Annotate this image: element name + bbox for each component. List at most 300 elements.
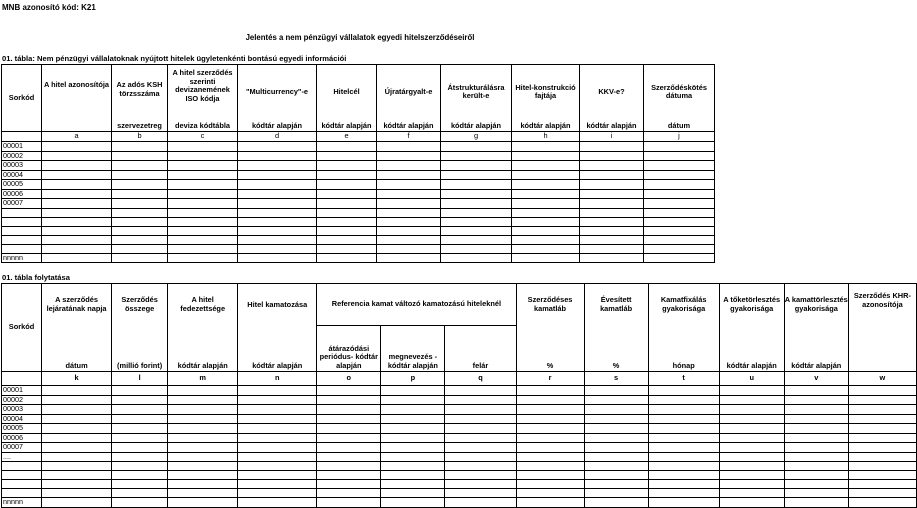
- data-cell[interactable]: [42, 161, 112, 171]
- data-cell[interactable]: [516, 498, 584, 508]
- data-cell[interactable]: [848, 489, 916, 498]
- data-cell[interactable]: [238, 405, 317, 415]
- data-cell[interactable]: [784, 395, 848, 405]
- data-cell[interactable]: [648, 452, 719, 462]
- data-cell[interactable]: [377, 208, 441, 217]
- data-cell[interactable]: [441, 235, 512, 244]
- data-cell[interactable]: [112, 208, 168, 217]
- data-cell[interactable]: [238, 462, 317, 471]
- data-cell[interactable]: [238, 235, 317, 244]
- data-cell[interactable]: [238, 471, 317, 480]
- data-cell[interactable]: [42, 217, 112, 226]
- data-cell[interactable]: [516, 489, 584, 498]
- data-cell[interactable]: [238, 489, 317, 498]
- data-cell[interactable]: [719, 414, 784, 424]
- data-cell[interactable]: [168, 180, 238, 190]
- data-cell[interactable]: [784, 424, 848, 434]
- data-cell[interactable]: [238, 480, 317, 489]
- data-cell[interactable]: [644, 208, 715, 217]
- data-cell[interactable]: [848, 433, 916, 443]
- data-cell[interactable]: [168, 170, 238, 180]
- data-cell[interactable]: [580, 151, 644, 161]
- data-cell[interactable]: [516, 405, 584, 415]
- data-cell[interactable]: [42, 244, 112, 253]
- data-cell[interactable]: [42, 199, 112, 209]
- data-cell[interactable]: [445, 489, 516, 498]
- data-cell[interactable]: [112, 433, 168, 443]
- data-cell[interactable]: [512, 208, 580, 217]
- data-cell[interactable]: [168, 498, 238, 508]
- data-cell[interactable]: [238, 443, 317, 453]
- data-cell[interactable]: [238, 386, 317, 396]
- data-cell[interactable]: [317, 235, 377, 244]
- data-cell[interactable]: [441, 226, 512, 235]
- data-cell[interactable]: [112, 226, 168, 235]
- data-cell[interactable]: [580, 199, 644, 209]
- data-cell[interactable]: [381, 386, 445, 396]
- data-cell[interactable]: [238, 424, 317, 434]
- data-cell[interactable]: [445, 462, 516, 471]
- data-cell[interactable]: [512, 151, 580, 161]
- data-cell[interactable]: [648, 471, 719, 480]
- data-cell[interactable]: [445, 414, 516, 424]
- data-cell[interactable]: [381, 405, 445, 415]
- data-cell[interactable]: [644, 199, 715, 209]
- data-cell[interactable]: [381, 489, 445, 498]
- data-cell[interactable]: [317, 414, 381, 424]
- data-cell[interactable]: [644, 226, 715, 235]
- data-cell[interactable]: [317, 489, 381, 498]
- data-cell[interactable]: [42, 405, 112, 415]
- data-cell[interactable]: [317, 433, 381, 443]
- data-cell[interactable]: [377, 217, 441, 226]
- data-cell[interactable]: [445, 395, 516, 405]
- data-cell[interactable]: [317, 244, 377, 253]
- data-cell[interactable]: [317, 208, 377, 217]
- data-cell[interactable]: [648, 462, 719, 471]
- data-cell[interactable]: [644, 253, 715, 263]
- data-cell[interactable]: [719, 498, 784, 508]
- data-cell[interactable]: [516, 414, 584, 424]
- data-cell[interactable]: [516, 433, 584, 443]
- data-cell[interactable]: [580, 161, 644, 171]
- data-cell[interactable]: [644, 151, 715, 161]
- data-cell[interactable]: [441, 180, 512, 190]
- data-cell[interactable]: [112, 244, 168, 253]
- data-cell[interactable]: [381, 414, 445, 424]
- data-cell[interactable]: [381, 498, 445, 508]
- data-cell[interactable]: [168, 226, 238, 235]
- data-cell[interactable]: [168, 471, 238, 480]
- data-cell[interactable]: [168, 480, 238, 489]
- data-cell[interactable]: [168, 142, 238, 152]
- data-cell[interactable]: [512, 217, 580, 226]
- data-cell[interactable]: [42, 480, 112, 489]
- data-cell[interactable]: [580, 226, 644, 235]
- data-cell[interactable]: [42, 386, 112, 396]
- data-cell[interactable]: [42, 226, 112, 235]
- data-cell[interactable]: [644, 170, 715, 180]
- data-cell[interactable]: [238, 253, 317, 263]
- data-cell[interactable]: [648, 433, 719, 443]
- data-cell[interactable]: [584, 443, 648, 453]
- data-cell[interactable]: [42, 151, 112, 161]
- data-cell[interactable]: [112, 142, 168, 152]
- data-cell[interactable]: [445, 424, 516, 434]
- data-cell[interactable]: [784, 498, 848, 508]
- data-cell[interactable]: [168, 208, 238, 217]
- data-cell[interactable]: [42, 142, 112, 152]
- data-cell[interactable]: [848, 452, 916, 462]
- data-cell[interactable]: [719, 471, 784, 480]
- data-cell[interactable]: [238, 395, 317, 405]
- data-cell[interactable]: [168, 462, 238, 471]
- data-cell[interactable]: [441, 253, 512, 263]
- data-cell[interactable]: [317, 199, 377, 209]
- data-cell[interactable]: [441, 244, 512, 253]
- data-cell[interactable]: [512, 199, 580, 209]
- data-cell[interactable]: [516, 424, 584, 434]
- data-cell[interactable]: [719, 480, 784, 489]
- data-cell[interactable]: [784, 462, 848, 471]
- data-cell[interactable]: [317, 386, 381, 396]
- data-cell[interactable]: [580, 253, 644, 263]
- data-cell[interactable]: [580, 142, 644, 152]
- data-cell[interactable]: [445, 480, 516, 489]
- data-cell[interactable]: [648, 414, 719, 424]
- data-cell[interactable]: [377, 244, 441, 253]
- data-cell[interactable]: [42, 253, 112, 263]
- data-cell[interactable]: [112, 489, 168, 498]
- data-cell[interactable]: [584, 405, 648, 415]
- data-cell[interactable]: [381, 443, 445, 453]
- data-cell[interactable]: [42, 395, 112, 405]
- data-cell[interactable]: [584, 424, 648, 434]
- data-cell[interactable]: [516, 452, 584, 462]
- data-cell[interactable]: [112, 253, 168, 263]
- data-cell[interactable]: [377, 226, 441, 235]
- data-cell[interactable]: [377, 180, 441, 190]
- data-cell[interactable]: [42, 414, 112, 424]
- data-cell[interactable]: [377, 253, 441, 263]
- data-cell[interactable]: [848, 471, 916, 480]
- data-cell[interactable]: [112, 151, 168, 161]
- data-cell[interactable]: [648, 386, 719, 396]
- data-cell[interactable]: [42, 489, 112, 498]
- data-cell[interactable]: [238, 244, 317, 253]
- data-cell[interactable]: [441, 189, 512, 199]
- data-cell[interactable]: [516, 462, 584, 471]
- data-cell[interactable]: [381, 433, 445, 443]
- data-cell[interactable]: [784, 386, 848, 396]
- data-cell[interactable]: [848, 424, 916, 434]
- data-cell[interactable]: [512, 235, 580, 244]
- data-cell[interactable]: [445, 405, 516, 415]
- data-cell[interactable]: [168, 489, 238, 498]
- data-cell[interactable]: [238, 452, 317, 462]
- data-cell[interactable]: [168, 395, 238, 405]
- data-cell[interactable]: [648, 424, 719, 434]
- data-cell[interactable]: [317, 424, 381, 434]
- data-cell[interactable]: [441, 208, 512, 217]
- data-cell[interactable]: [445, 443, 516, 453]
- data-cell[interactable]: [317, 480, 381, 489]
- data-cell[interactable]: [112, 199, 168, 209]
- data-cell[interactable]: [377, 161, 441, 171]
- data-cell[interactable]: [512, 170, 580, 180]
- data-cell[interactable]: [580, 244, 644, 253]
- data-cell[interactable]: [317, 405, 381, 415]
- data-cell[interactable]: [848, 405, 916, 415]
- data-cell[interactable]: [377, 199, 441, 209]
- data-cell[interactable]: [112, 471, 168, 480]
- data-cell[interactable]: [42, 170, 112, 180]
- data-cell[interactable]: [238, 142, 317, 152]
- data-cell[interactable]: [168, 161, 238, 171]
- data-cell[interactable]: [584, 462, 648, 471]
- data-cell[interactable]: [441, 217, 512, 226]
- data-cell[interactable]: [42, 180, 112, 190]
- data-cell[interactable]: [42, 235, 112, 244]
- data-cell[interactable]: [112, 217, 168, 226]
- data-cell[interactable]: [848, 414, 916, 424]
- data-cell[interactable]: [381, 471, 445, 480]
- data-cell[interactable]: [445, 498, 516, 508]
- data-cell[interactable]: [168, 235, 238, 244]
- data-cell[interactable]: [317, 151, 377, 161]
- data-cell[interactable]: [42, 462, 112, 471]
- data-cell[interactable]: [584, 386, 648, 396]
- data-cell[interactable]: [784, 433, 848, 443]
- data-cell[interactable]: [441, 161, 512, 171]
- data-cell[interactable]: [168, 443, 238, 453]
- data-cell[interactable]: [516, 471, 584, 480]
- data-cell[interactable]: [584, 489, 648, 498]
- data-cell[interactable]: [648, 489, 719, 498]
- data-cell[interactable]: [238, 151, 317, 161]
- data-cell[interactable]: [168, 151, 238, 161]
- data-cell[interactable]: [648, 498, 719, 508]
- data-cell[interactable]: [580, 180, 644, 190]
- data-cell[interactable]: [584, 480, 648, 489]
- data-cell[interactable]: [317, 142, 377, 152]
- data-cell[interactable]: [238, 170, 317, 180]
- data-cell[interactable]: [719, 443, 784, 453]
- data-cell[interactable]: [112, 498, 168, 508]
- data-cell[interactable]: [784, 414, 848, 424]
- data-cell[interactable]: [168, 424, 238, 434]
- data-cell[interactable]: [584, 471, 648, 480]
- data-cell[interactable]: [584, 414, 648, 424]
- data-cell[interactable]: [112, 386, 168, 396]
- data-cell[interactable]: [238, 180, 317, 190]
- data-cell[interactable]: [42, 424, 112, 434]
- data-cell[interactable]: [112, 395, 168, 405]
- data-cell[interactable]: [112, 443, 168, 453]
- data-cell[interactable]: [445, 471, 516, 480]
- data-cell[interactable]: [719, 462, 784, 471]
- data-cell[interactable]: [719, 452, 784, 462]
- data-cell[interactable]: [644, 217, 715, 226]
- data-cell[interactable]: [112, 161, 168, 171]
- data-cell[interactable]: [238, 208, 317, 217]
- data-cell[interactable]: [644, 161, 715, 171]
- data-cell[interactable]: [644, 142, 715, 152]
- data-cell[interactable]: [512, 142, 580, 152]
- data-cell[interactable]: [784, 443, 848, 453]
- data-cell[interactable]: [580, 208, 644, 217]
- data-cell[interactable]: [112, 462, 168, 471]
- data-cell[interactable]: [445, 386, 516, 396]
- data-cell[interactable]: [238, 433, 317, 443]
- data-cell[interactable]: [42, 189, 112, 199]
- data-cell[interactable]: [112, 180, 168, 190]
- data-cell[interactable]: [317, 253, 377, 263]
- data-cell[interactable]: [719, 405, 784, 415]
- data-cell[interactable]: [112, 424, 168, 434]
- data-cell[interactable]: [381, 424, 445, 434]
- data-cell[interactable]: [784, 480, 848, 489]
- data-cell[interactable]: [377, 170, 441, 180]
- data-cell[interactable]: [377, 142, 441, 152]
- data-cell[interactable]: [112, 235, 168, 244]
- data-cell[interactable]: [848, 498, 916, 508]
- data-cell[interactable]: [168, 217, 238, 226]
- data-cell[interactable]: [168, 253, 238, 263]
- data-cell[interactable]: [168, 414, 238, 424]
- data-cell[interactable]: [381, 462, 445, 471]
- data-cell[interactable]: [317, 443, 381, 453]
- data-cell[interactable]: [317, 471, 381, 480]
- data-cell[interactable]: [317, 189, 377, 199]
- data-cell[interactable]: [238, 226, 317, 235]
- data-cell[interactable]: [441, 170, 512, 180]
- data-cell[interactable]: [112, 405, 168, 415]
- data-cell[interactable]: [238, 161, 317, 171]
- data-cell[interactable]: [580, 217, 644, 226]
- data-cell[interactable]: [317, 180, 377, 190]
- data-cell[interactable]: [512, 189, 580, 199]
- data-cell[interactable]: [112, 414, 168, 424]
- data-cell[interactable]: [42, 471, 112, 480]
- data-cell[interactable]: [644, 180, 715, 190]
- data-cell[interactable]: [516, 443, 584, 453]
- data-cell[interactable]: [516, 386, 584, 396]
- data-cell[interactable]: [238, 217, 317, 226]
- data-cell[interactable]: [512, 180, 580, 190]
- data-cell[interactable]: [381, 452, 445, 462]
- data-cell[interactable]: [42, 452, 112, 462]
- data-cell[interactable]: [512, 253, 580, 263]
- data-cell[interactable]: [580, 170, 644, 180]
- data-cell[interactable]: [441, 151, 512, 161]
- data-cell[interactable]: [848, 462, 916, 471]
- data-cell[interactable]: [648, 443, 719, 453]
- data-cell[interactable]: [648, 405, 719, 415]
- data-cell[interactable]: [644, 189, 715, 199]
- data-cell[interactable]: [381, 395, 445, 405]
- data-cell[interactable]: [441, 199, 512, 209]
- data-cell[interactable]: [848, 480, 916, 489]
- data-cell[interactable]: [512, 161, 580, 171]
- data-cell[interactable]: [784, 489, 848, 498]
- data-cell[interactable]: [445, 433, 516, 443]
- data-cell[interactable]: [644, 235, 715, 244]
- data-cell[interactable]: [848, 386, 916, 396]
- data-cell[interactable]: [719, 424, 784, 434]
- data-cell[interactable]: [648, 480, 719, 489]
- data-cell[interactable]: [644, 244, 715, 253]
- data-cell[interactable]: [317, 395, 381, 405]
- data-cell[interactable]: [168, 244, 238, 253]
- data-cell[interactable]: [168, 433, 238, 443]
- data-cell[interactable]: [580, 189, 644, 199]
- data-cell[interactable]: [441, 142, 512, 152]
- data-cell[interactable]: [377, 235, 441, 244]
- data-cell[interactable]: [377, 189, 441, 199]
- data-cell[interactable]: [512, 244, 580, 253]
- data-cell[interactable]: [516, 395, 584, 405]
- data-cell[interactable]: [784, 452, 848, 462]
- data-cell[interactable]: [317, 226, 377, 235]
- data-cell[interactable]: [584, 395, 648, 405]
- data-cell[interactable]: [317, 462, 381, 471]
- data-cell[interactable]: [168, 386, 238, 396]
- data-cell[interactable]: [848, 395, 916, 405]
- data-cell[interactable]: [381, 480, 445, 489]
- data-cell[interactable]: [317, 170, 377, 180]
- data-cell[interactable]: [112, 170, 168, 180]
- data-cell[interactable]: [719, 395, 784, 405]
- data-cell[interactable]: [719, 433, 784, 443]
- data-cell[interactable]: [317, 161, 377, 171]
- data-cell[interactable]: [719, 386, 784, 396]
- data-cell[interactable]: [584, 498, 648, 508]
- data-cell[interactable]: [238, 498, 317, 508]
- data-cell[interactable]: [512, 226, 580, 235]
- data-cell[interactable]: [238, 189, 317, 199]
- data-cell[interactable]: [42, 498, 112, 508]
- data-cell[interactable]: [42, 433, 112, 443]
- data-cell[interactable]: [168, 452, 238, 462]
- data-cell[interactable]: [42, 443, 112, 453]
- data-cell[interactable]: [317, 452, 381, 462]
- data-cell[interactable]: [42, 208, 112, 217]
- data-cell[interactable]: [112, 480, 168, 489]
- data-cell[interactable]: [648, 395, 719, 405]
- data-cell[interactable]: [784, 471, 848, 480]
- data-cell[interactable]: [719, 489, 784, 498]
- data-cell[interactable]: [584, 452, 648, 462]
- col-letter-d: d: [238, 132, 317, 142]
- data-cell[interactable]: [848, 443, 916, 453]
- data-cell[interactable]: [317, 217, 377, 226]
- data-cell[interactable]: [168, 189, 238, 199]
- data-cell[interactable]: [168, 405, 238, 415]
- data-cell[interactable]: [238, 199, 317, 209]
- data-cell[interactable]: [445, 452, 516, 462]
- data-cell[interactable]: [784, 405, 848, 415]
- data-cell[interactable]: [168, 199, 238, 209]
- data-cell[interactable]: [584, 433, 648, 443]
- data-cell[interactable]: [516, 480, 584, 489]
- data-cell[interactable]: [377, 151, 441, 161]
- data-cell[interactable]: [317, 498, 381, 508]
- data-cell[interactable]: [112, 189, 168, 199]
- data-cell[interactable]: [580, 235, 644, 244]
- data-cell[interactable]: [238, 414, 317, 424]
- data-cell[interactable]: [112, 452, 168, 462]
